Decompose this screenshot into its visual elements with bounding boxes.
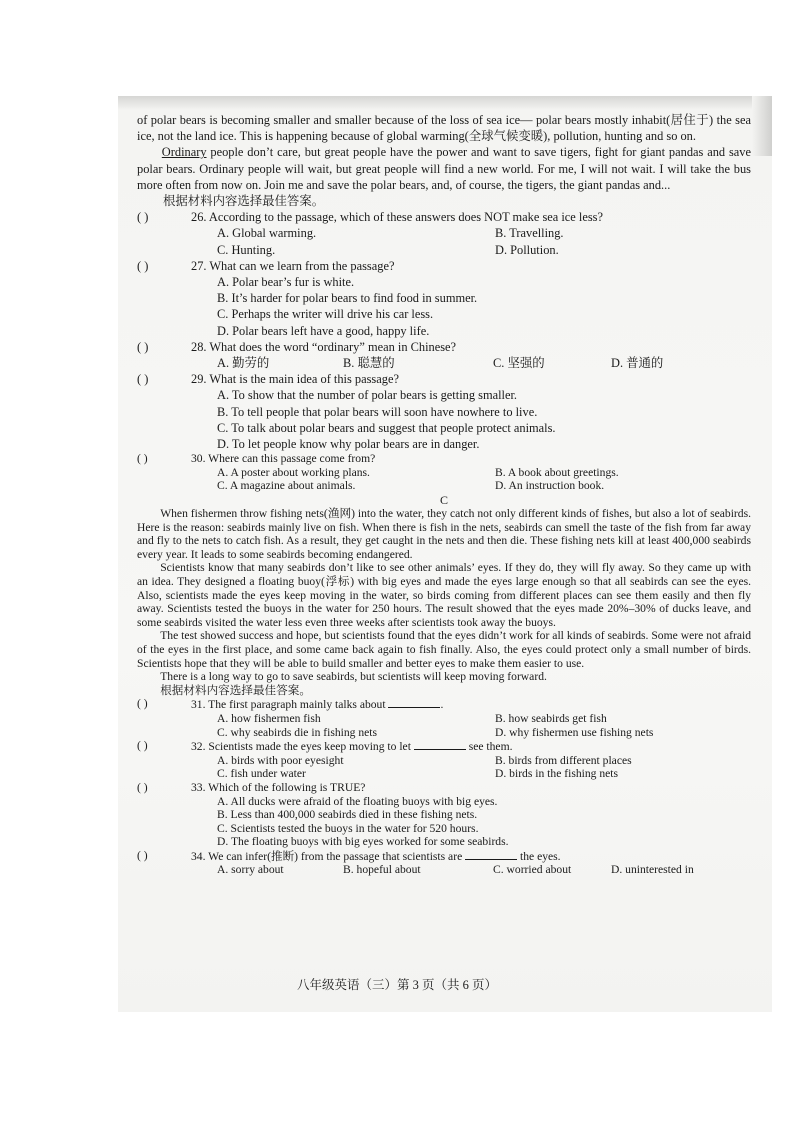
- fill-blank: [465, 849, 517, 860]
- option: A. how fishermen fish: [217, 711, 321, 725]
- options-30: [137, 466, 751, 493]
- instruction-b: 根据材料内容选择最佳答案。: [163, 194, 325, 209]
- scan-shadow-corner: [752, 96, 772, 156]
- option: D. To let people know why polar bears are in danger.: [217, 437, 480, 452]
- answer-blank[interactable]: ( ): [137, 848, 148, 862]
- question-27: [137, 258, 751, 274]
- passage-c-paragraph-3: The test showed success and hope, but scientists found that the eyes didn’t work for all kinds of seabirds. Some were not afraid of the eyes in the first place, and some came back again to fish finally. Also, the eyes could protect only a small number of birds. Scientists hope that they will be able to build smaller and better eyes to make them easier to use.: [137, 629, 751, 670]
- options-28: [137, 355, 751, 371]
- option: D. birds in the fishing nets: [495, 767, 619, 781]
- question-28: [137, 339, 751, 355]
- option: B. how seabirds get fish: [495, 711, 607, 725]
- option: A. To show that the number of polar bears is getting smaller.: [217, 388, 518, 403]
- question-text: 31. The first paragraph mainly talks about .: [191, 698, 444, 712]
- option: C. why seabirds die in fishing nets: [217, 725, 378, 739]
- scan-shadow-top: [118, 96, 772, 110]
- option: D. An instruction book.: [495, 479, 605, 493]
- question-33: [137, 781, 751, 795]
- question-text: 27. What can we learn from the passage?: [191, 258, 395, 273]
- option: D. Polar bears left have a good, happy life.: [217, 323, 430, 338]
- option: D. 普通的: [611, 356, 664, 371]
- option: C. Perhaps the writer will drive his car less.: [217, 307, 434, 322]
- question-text: 34. We can infer(推断) from the passage that scientists are the eyes.: [191, 849, 561, 863]
- answer-blank[interactable]: ( ): [137, 258, 149, 273]
- passage-b-paragraph-2: Ordinary people don’t care, but great people have the power and want to save tigers, fight for giant pandas and save polar bears. Ordinary people will wait, but great people will find a new world. For me, I will not wait. I will take the bus more often from now on. Join me and save the polar bears, and, of course, the tigers, the giant pandas and...: [137, 145, 751, 192]
- question-34: [137, 849, 751, 864]
- question-31: [137, 697, 751, 712]
- option: B. To tell people that polar bears will soon have nowhere to live.: [217, 404, 538, 419]
- option: C. worried about: [493, 863, 572, 877]
- instruction-c: 根据材料内容选择最佳答案。: [160, 683, 311, 697]
- passage-c-paragraph-1: When fishermen throw fishing nets(渔网) into the water, they catch not only different kinds of fishes, but also a lot of seabirds. Here is the reason: seabirds mainly live on fish. When there is fish in the nets, seabirds can smell the taste of the fish from far away and fly to the nets to catch fish. As a result, they get caught in the nets and then die. These fishing nets kill at least 400,000 seabirds every year. It leads to some seabirds becoming endangered.: [137, 507, 751, 561]
- answer-blank[interactable]: ( ): [137, 339, 149, 354]
- question-32: [137, 739, 751, 754]
- option: D. The floating buoys with big eyes worked for some seabirds.: [217, 835, 509, 849]
- options-34: [137, 863, 751, 877]
- question-text: 28. What does the word “ordinary” mean in Chinese?: [191, 339, 457, 354]
- option: B. 聪慧的: [343, 356, 395, 371]
- passage-c-paragraph-4: There is a long way to go to save seabirds, but scientists will keep moving forward.: [160, 670, 547, 684]
- option: D. Pollution.: [495, 242, 559, 257]
- option: B. hopeful about: [343, 863, 421, 877]
- passage-c: [137, 507, 751, 877]
- question-text: 32. Scientists made the eyes keep moving to let see them.: [191, 740, 513, 754]
- underlined-word-ordinary: Ordinary: [161, 145, 207, 160]
- answer-blank[interactable]: ( ): [137, 739, 148, 753]
- answer-blank[interactable]: ( ): [137, 697, 148, 711]
- option: B. A book about greetings.: [495, 465, 619, 479]
- option: C. Scientists tested the buoys in the water for 520 hours.: [217, 821, 479, 835]
- option: B. birds from different places: [495, 753, 632, 767]
- option: A. 勤劳的: [217, 356, 270, 371]
- answer-blank[interactable]: ( ): [137, 372, 149, 387]
- passage-b-paragraph-1: of polar bears is becoming smaller and smaller because of the loss of sea ice— polar bears mostly inhabit(居住于) the sea ice, not the land ice. This is happening because of global warming(全球气候变暖), pollution, hunting and so on.: [137, 113, 751, 144]
- option: D. why fishermen use fishing nets: [495, 725, 654, 739]
- option: D. uninterested in: [611, 863, 694, 877]
- options-26: [137, 225, 751, 257]
- question-text: 33. Which of the following is TRUE?: [191, 780, 366, 794]
- question-text: 26. According to the passage, which of these answers does NOT make sea ice less?: [191, 210, 603, 225]
- option: A. Global warming.: [217, 226, 317, 241]
- option: B. Less than 400,000 seabirds died in these fishing nets.: [217, 808, 478, 822]
- fill-blank: [388, 697, 440, 708]
- answer-blank[interactable]: ( ): [137, 780, 148, 794]
- option: A. birds with poor eyesight: [217, 753, 344, 767]
- option: C. fish under water: [217, 767, 306, 781]
- passage-c-paragraph-2: Scientists know that many seabirds don’t like to see other animals’ eyes. If they do, they will fly away. So they came up with an idea. They designed a floating buoy(浮标) with big eyes and made the eyes large enough so that all seabirds can see the eyes. Also, scientists made the eyes keep moving in the water, so birds coming from different places can see them easily and then fly away. Scientists tested the buoys in the water for 250 hours. The result showed that the eyes made 20%–30% of ducks leave, and some seabirds visited the water less even three weeks after scientists took away the buoys.: [137, 561, 751, 629]
- answer-blank[interactable]: ( ): [137, 210, 149, 225]
- question-29: [137, 371, 751, 387]
- options-31: [137, 712, 751, 739]
- option: A. sorry about: [217, 863, 284, 877]
- option: C. 坚强的: [493, 356, 545, 371]
- answer-blank[interactable]: ( ): [137, 452, 148, 466]
- page-footer: 八年级英语（三）第 3 页（共 6 页）: [296, 978, 497, 992]
- question-26: [137, 209, 751, 225]
- option: A. Polar bear’s fur is white.: [217, 275, 355, 290]
- question-text: 29. What is the main idea of this passage?: [191, 372, 399, 387]
- question-text: 30. Where can this passage come from?: [191, 452, 376, 466]
- option: B. It’s harder for polar bears to find food in summer.: [217, 291, 478, 306]
- option: C. A magazine about animals.: [217, 479, 356, 493]
- fill-blank: [414, 739, 466, 750]
- option: C. To talk about polar bears and suggest that people protect animals.: [217, 420, 556, 435]
- page-content: [137, 112, 751, 877]
- option: A. All ducks were afraid of the floating buoys with big eyes.: [217, 794, 498, 808]
- option: C. Hunting.: [217, 242, 276, 257]
- options-32: [137, 754, 751, 781]
- option: B. Travelling.: [495, 226, 564, 241]
- section-c-heading: C: [439, 493, 448, 508]
- option: A. A poster about working plans.: [217, 465, 370, 479]
- question-30: [137, 452, 751, 466]
